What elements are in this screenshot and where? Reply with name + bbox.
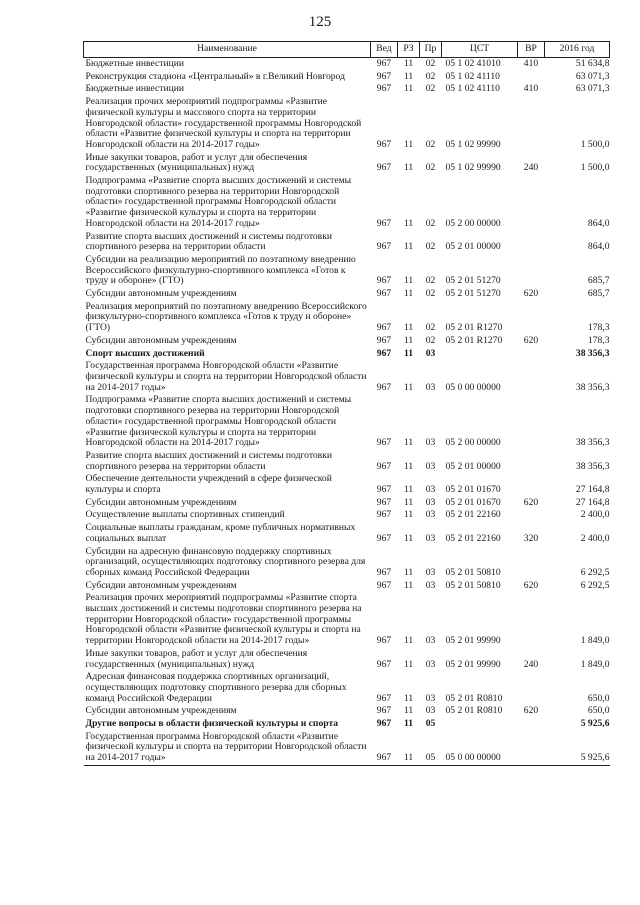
- row-name: Другие вопросы в области физической культуры и спорта: [85, 718, 339, 730]
- row-name: Подпрограмма «Развитие спорта высших достижений и системы подготовки спортивного резерва на территории Новгородской области» государственной программы Новгородской области «Развитие физической культуры и спорта на территории Новгородской области на 2014-2017 годы»: [85, 394, 352, 449]
- row-vr: [518, 450, 545, 473]
- row-vr: [518, 671, 545, 705]
- row-ved: 967: [376, 288, 392, 300]
- row-vr: 620: [523, 579, 539, 591]
- row-vr: [518, 360, 545, 394]
- row-cst: 05 2 01 R0810: [445, 705, 503, 717]
- row-rz: 11: [403, 138, 414, 150]
- row-cst: 05 2 01 01670: [445, 484, 501, 496]
- table-row: [84, 648, 610, 671]
- row-vr: 620: [523, 334, 539, 346]
- row-ved: 967: [376, 322, 392, 334]
- row-vr: [518, 96, 545, 152]
- row-ved: 967: [376, 692, 392, 704]
- row-rz: 11: [403, 496, 414, 508]
- row-name: Иные закупки товаров, работ и услуг для обеспечения государственных (муниципальных) нужд: [85, 151, 308, 174]
- row-vr: 620: [523, 496, 539, 508]
- row-ved: 967: [376, 138, 392, 150]
- row-name: Государственная программа Новгородской области «Развитие физической культуры и спорта на территории Новгородской области на 2014-2017 годы»: [85, 360, 367, 393]
- row-name: Бюджетные инвестиции: [85, 83, 184, 95]
- row-sum: 864,0: [587, 241, 610, 253]
- row-rz: 11: [403, 288, 414, 300]
- row-cst: 05 1 02 41110: [445, 83, 500, 95]
- row-rz: 11: [403, 484, 414, 496]
- row-name: Спорт высших достижений: [85, 347, 205, 359]
- row-sum: 178,3: [587, 334, 610, 346]
- row-name: Реализация прочих мероприятий подпрограммы «Развитие спорта высших достижений и системы подготовки спортивного резерва на территории Новгородской области» государственной программы Новгородской области «Развитие физической культуры и спорта на территории Новгородской области на 2014-2017 годы»: [85, 592, 362, 647]
- row-vr: [518, 509, 545, 522]
- row-sum: 5 925,6: [580, 718, 610, 730]
- row-ved: 967: [376, 275, 392, 287]
- table-row: [84, 71, 610, 84]
- row-cst: 05 2 01 01670: [445, 496, 501, 508]
- row-rz: 11: [403, 692, 414, 704]
- row-rz: 11: [403, 381, 414, 393]
- row-ved: 967: [376, 658, 392, 670]
- header-name: Наименование: [84, 42, 371, 58]
- table-row: [84, 731, 610, 766]
- row-name: Государственная программа Новгородской области «Развитие физической культуры и спорта на территории Новгородской области на 2014-2017 годы»: [84, 731, 371, 766]
- row-vr: [518, 175, 545, 231]
- row-rz: 11: [403, 70, 414, 82]
- row-pr: 03: [425, 381, 436, 393]
- table-row: [84, 450, 610, 473]
- row-rz: 11: [403, 658, 414, 670]
- row-name: Развитие спорта высших достижений и системы подготовки спортивного резерва на территории области: [85, 230, 333, 253]
- row-sum: 2 400,0: [580, 509, 610, 521]
- row-vr: 410: [523, 83, 539, 95]
- row-ved: 967: [376, 484, 392, 496]
- row-cst: 05 2 01 51270: [445, 275, 501, 287]
- row-pr: 03: [425, 532, 436, 544]
- row-pr: 02: [425, 58, 436, 69]
- row-ved: 967: [376, 532, 392, 544]
- row-name: Осуществление выплаты спортивных стипендий: [85, 509, 285, 521]
- row-ved: 967: [376, 509, 392, 521]
- row-cst: 05 2 01 99990: [445, 658, 501, 670]
- row-pr: 03: [425, 566, 436, 578]
- row-cst: 05 2 01 R0810: [445, 692, 503, 704]
- row-sum: 2 400,0: [580, 532, 610, 544]
- row-ved: 967: [376, 162, 392, 174]
- row-sum: 51 634,8: [575, 58, 610, 69]
- row-name: Реализация прочих мероприятий подпрограммы «Развитие физической культуры и массового спорта на территории Новгородской области» государственной программы Новгородской области «Развитие физической культуры и спорта на территории Новгородской области на 2014-2017 годы»: [85, 96, 362, 150]
- row-pr: 03: [425, 509, 436, 521]
- table-row: [84, 58, 610, 71]
- row-pr: 02: [425, 138, 436, 150]
- budget-table: [83, 41, 610, 766]
- row-ved: 967: [376, 70, 392, 82]
- table-row: [84, 671, 610, 705]
- row-vr: 620: [523, 705, 539, 717]
- row-vr: [518, 718, 545, 731]
- row-rz: 11: [403, 275, 414, 287]
- row-rz: 11: [403, 334, 414, 346]
- table-row: [84, 360, 610, 394]
- row-pr: 03: [425, 635, 436, 647]
- row-name: Обеспечение деятельности учреждений в сфере физической культуры и спорта: [85, 473, 332, 496]
- row-ved: 967: [376, 217, 392, 229]
- row-sum: 27 164,8: [575, 484, 610, 496]
- row-cst: 05 2 00 00000: [445, 437, 501, 449]
- row-name: Развитие спорта высших достижений и системы подготовки спортивного резерва на территории области: [85, 449, 333, 472]
- row-name: Субсидии автономным учреждениям: [85, 579, 237, 591]
- row-name: Субсидии автономным учреждениям: [85, 288, 237, 300]
- row-pr: 03: [425, 347, 436, 359]
- row-cst: 05 2 01 R1270: [445, 322, 503, 334]
- row-sum: 1 849,0: [580, 658, 610, 670]
- table-row: [84, 335, 610, 348]
- row-cst: 05 1 02 99990: [445, 162, 501, 174]
- row-rz: 11: [403, 460, 414, 472]
- row-sum: 685,7: [587, 275, 610, 287]
- row-name: Подпрограмма «Развитие спорта высших достижений и системы подготовки спортивного резерва на территории Новгородской области» государственной программы Новгородской области «Развитие физической культуры и спорта на территории Новгородской области на 2014-2017 годы»: [85, 175, 352, 229]
- row-pr: 03: [425, 484, 436, 496]
- table-row: [84, 96, 610, 152]
- row-sum: 6 292,5: [580, 566, 610, 578]
- row-cst: 05 2 00 00000: [445, 217, 501, 229]
- row-rz: 11: [403, 579, 414, 591]
- row-vr: 240: [523, 658, 539, 670]
- row-sum: 685,7: [587, 288, 610, 300]
- row-sum: 1 849,0: [580, 635, 610, 647]
- row-rz: 11: [403, 58, 414, 69]
- row-vr: [518, 254, 545, 288]
- row-ved: 967: [376, 381, 392, 393]
- row-rz: 11: [403, 509, 414, 521]
- row-vr: [518, 301, 545, 335]
- table-row: [84, 509, 610, 522]
- row-rz: 11: [403, 437, 414, 449]
- table-header-row: [84, 42, 610, 58]
- row-pr: 02: [425, 275, 436, 287]
- row-cst: 05 0 00 00000: [442, 731, 518, 766]
- row-cst: 05 2 01 22160: [445, 532, 501, 544]
- row-sum: 38 356,3: [575, 347, 610, 359]
- row-rz: 11: [403, 83, 414, 95]
- row-pr: 03: [425, 437, 436, 449]
- row-name: Бюджетные инвестиции: [85, 58, 184, 69]
- table-row: [84, 348, 610, 361]
- row-ved: 967: [376, 437, 392, 449]
- row-pr: 03: [425, 496, 436, 508]
- row-cst: 05 2 01 00000: [445, 241, 501, 253]
- row-ved: 967: [376, 718, 392, 730]
- row-vr: [518, 231, 545, 254]
- row-name: Иные закупки товаров, работ и услуг для обеспечения государственных (муниципальных) нужд: [85, 647, 308, 670]
- row-rz: 11: [403, 718, 414, 730]
- row-sum: 63 071,3: [575, 83, 610, 95]
- row-vr: 240: [523, 162, 539, 174]
- row-ved: 967: [376, 83, 392, 95]
- row-cst: 05 2 01 99990: [445, 635, 501, 647]
- row-pr: 03: [425, 692, 436, 704]
- row-pr: 05: [420, 731, 442, 766]
- row-ved: 967: [376, 334, 392, 346]
- row-cst: [442, 718, 518, 731]
- row-sum: 63 071,3: [575, 70, 610, 82]
- row-ved: 967: [376, 579, 392, 591]
- row-rz: 11: [403, 705, 414, 717]
- header-cst: ЦСТ: [442, 42, 518, 58]
- table-row: [84, 580, 610, 593]
- row-vr: [518, 546, 545, 580]
- table-row: [84, 718, 610, 731]
- table-row: [84, 301, 610, 335]
- row-sum: 38 356,3: [575, 381, 610, 393]
- row-vr: [518, 394, 545, 450]
- table-row: [84, 152, 610, 175]
- row-vr: [518, 731, 545, 766]
- row-pr: 03: [425, 658, 436, 670]
- row-rz: 11: [403, 635, 414, 647]
- row-rz: 11: [403, 217, 414, 229]
- row-sum: 650,0: [587, 705, 610, 717]
- row-cst: 05 2 01 50810: [445, 566, 501, 578]
- row-name: Социальные выплаты гражданам, кроме публичных нормативных социальных выплат: [85, 522, 356, 544]
- table-row: [84, 394, 610, 450]
- row-pr: 02: [425, 322, 436, 334]
- row-cst: 05 2 01 22160: [445, 509, 501, 521]
- row-pr: 03: [425, 705, 436, 717]
- row-vr: 320: [523, 532, 539, 544]
- row-vr: 410: [523, 58, 539, 69]
- row-cst: [442, 348, 518, 361]
- table-row: [84, 288, 610, 301]
- table-row: [84, 175, 610, 231]
- page-number: 125: [308, 14, 332, 30]
- row-name: Адресная финансовая поддержка спортивных организаций, осуществляющих подготовку спортивного резерва для сборных команд Российской Федерации: [85, 671, 347, 704]
- row-ved: 967: [376, 705, 392, 717]
- row-sum: 6 292,5: [580, 579, 610, 591]
- row-sum: 5 925,6: [545, 731, 610, 766]
- row-vr: [518, 348, 545, 361]
- row-cst: 05 1 02 41010: [445, 58, 501, 69]
- row-ved: 967: [376, 635, 392, 647]
- row-ved: 967: [376, 496, 392, 508]
- row-name: Субсидии на реализацию мероприятий по поэтапному внедрению Всероссийского физкультурно-спортивного комплекса «Готов к труду и обороне» (ГТО): [85, 253, 356, 287]
- row-name: Субсидии на адресную финансовую поддержку спортивных организаций, осуществляющих подготовку спортивного резерва для сборных команд Российской Федерации: [85, 545, 366, 578]
- row-pr: 02: [425, 334, 436, 346]
- row-name: Реконструкция стадиона «Центральный» в г.Великий Новгород: [85, 70, 345, 82]
- row-cst: 05 2 01 51270: [445, 288, 501, 300]
- row-pr: 03: [425, 460, 436, 472]
- row-ved: 967: [376, 566, 392, 578]
- header-rz: РЗ: [398, 42, 420, 58]
- row-name: Субсидии автономным учреждениям: [85, 496, 237, 508]
- table-row: [84, 592, 610, 648]
- row-ved: 967: [371, 731, 398, 766]
- header-pr: Пр: [420, 42, 442, 58]
- row-sum: 38 356,3: [575, 460, 610, 472]
- table-row: [84, 497, 610, 510]
- table-row: [84, 83, 610, 96]
- row-pr: 02: [425, 288, 436, 300]
- row-cst: 05 2 01 R1270: [445, 334, 503, 346]
- row-name: Субсидии автономным учреждениям: [85, 705, 237, 717]
- row-rz: 11: [403, 241, 414, 253]
- row-sum: 1 500,0: [580, 138, 610, 150]
- row-rz: 11: [403, 347, 414, 359]
- header-sum: 2016 год: [545, 42, 610, 58]
- row-ved: 967: [376, 347, 392, 359]
- row-rz: 11: [398, 731, 420, 766]
- row-pr: 02: [425, 217, 436, 229]
- table-row: [84, 705, 610, 718]
- row-cst: 05 2 01 00000: [445, 460, 501, 472]
- row-cst: 05 2 01 50810: [445, 579, 501, 591]
- row-rz: 11: [403, 162, 414, 174]
- table-row: [84, 546, 610, 580]
- row-vr: [518, 71, 545, 84]
- table-row: [84, 522, 610, 545]
- row-pr: 02: [425, 83, 436, 95]
- row-sum: 38 356,3: [575, 437, 610, 449]
- row-pr: 02: [425, 162, 436, 174]
- row-pr: 03: [425, 579, 436, 591]
- row-rz: 11: [403, 566, 414, 578]
- row-cst: 05 1 02 41110: [445, 70, 500, 82]
- header-ved: Вед: [371, 42, 398, 58]
- row-vr: [518, 592, 545, 648]
- row-vr: [518, 473, 545, 496]
- row-sum: 27 164,8: [575, 496, 610, 508]
- row-rz: 11: [403, 322, 414, 334]
- row-ved: 967: [376, 460, 392, 472]
- table-row: [84, 473, 610, 496]
- row-rz: 11: [403, 532, 414, 544]
- row-ved: 967: [376, 58, 392, 69]
- row-pr: 05: [425, 718, 436, 730]
- row-cst: 05 1 02 99990: [445, 138, 501, 150]
- row-pr: 02: [425, 70, 436, 82]
- row-name: Субсидии автономным учреждениям: [85, 334, 237, 346]
- row-vr: 620: [523, 288, 539, 300]
- table-row: [84, 231, 610, 254]
- row-sum: 1 500,0: [580, 162, 610, 174]
- header-vr: ВР: [518, 42, 545, 58]
- row-name: Реализация мероприятий по поэтапному внедрению Всероссийского физкультурно-спортивного комплекса «Готов к труду и обороне» (ГТО): [85, 300, 367, 334]
- row-pr: 02: [425, 241, 436, 253]
- row-ved: 967: [376, 241, 392, 253]
- row-sum: 864,0: [587, 217, 610, 229]
- row-cst: 05 0 00 00000: [445, 381, 501, 393]
- row-sum: 178,3: [587, 322, 610, 334]
- table-row: [84, 254, 610, 288]
- table-body: [84, 58, 610, 766]
- row-sum: 650,0: [587, 692, 610, 704]
